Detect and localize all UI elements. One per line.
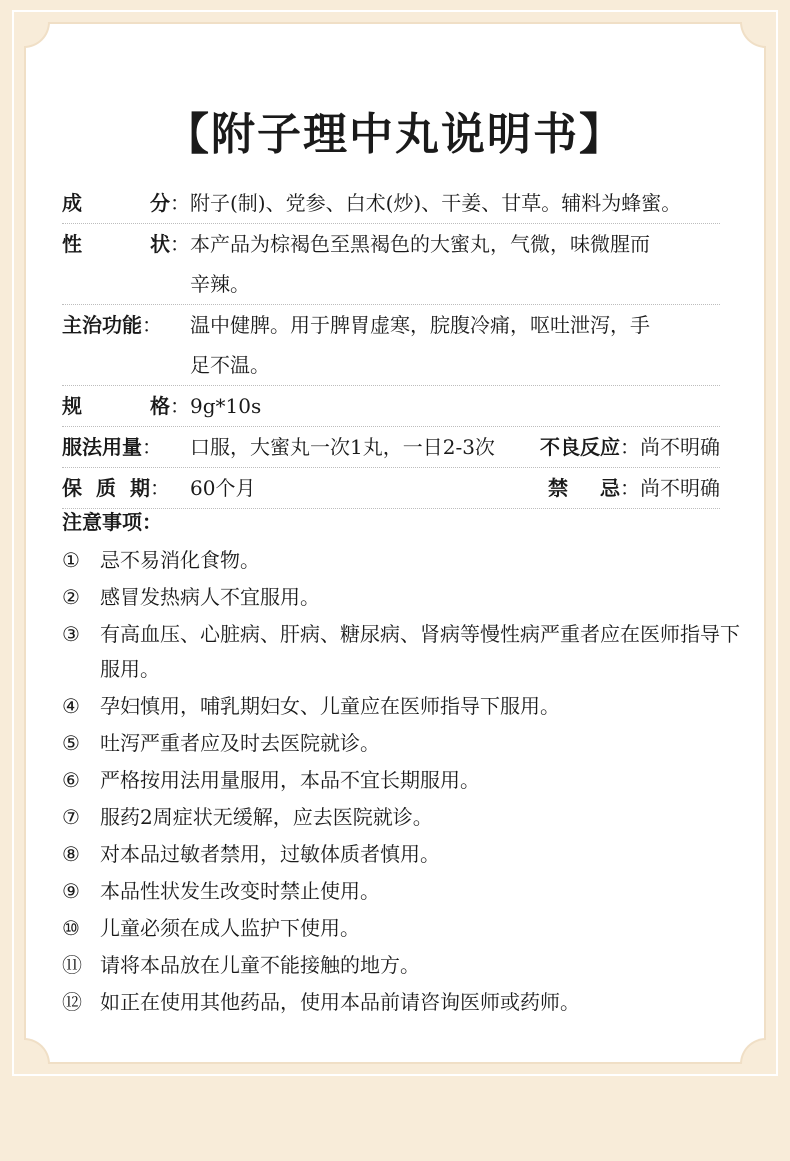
precaution-text: 有高血压、心脏病、肝病、糖尿病、肾病等慢性病严重者应在医师指导下服用。 xyxy=(100,622,740,681)
precaution-text: 本品性状发生改变时禁止使用。 xyxy=(100,879,380,903)
label-indications-text: 主治功能 xyxy=(62,313,142,337)
label-indications: 主治功能 ： xyxy=(62,305,190,345)
label-spec-char2: 格： xyxy=(150,394,190,418)
precaution-number: ⑨ xyxy=(62,879,80,903)
precautions-list xyxy=(62,543,752,1020)
precaution-number: ⑥ xyxy=(62,768,80,792)
precaution-number: ⑧ xyxy=(62,842,80,866)
precaution-text: 吐泻严重者应及时去医院就诊。 xyxy=(100,731,380,755)
precaution-number: ⑫ xyxy=(62,990,82,1014)
corner-ornament xyxy=(740,22,766,48)
precaution-item xyxy=(62,726,752,761)
row-appearance xyxy=(62,224,720,305)
precaution-text: 儿童必须在成人监护下使用。 xyxy=(100,916,360,940)
value-contraindications: 尚不明确 xyxy=(640,476,720,500)
corner-ornament xyxy=(740,1038,766,1064)
precaution-item xyxy=(62,985,752,1020)
precaution-item xyxy=(62,911,752,946)
corner-ornament xyxy=(24,1038,50,1064)
value-indications-line2: 足不温。 xyxy=(190,353,270,377)
precaution-number: ⑤ xyxy=(62,731,80,755)
precaution-text: 请将本品放在儿童不能接触的地方。 xyxy=(100,953,420,977)
label-appearance-char1: 性 xyxy=(62,232,82,256)
precaution-number: ③ xyxy=(62,622,80,646)
value-shelf-life: 60个月 xyxy=(190,476,256,500)
precaution-number: ⑩ xyxy=(62,916,80,940)
row-usage: 服法用量 ： 口服，大蜜丸一次1丸，一日2-3次 不良反应 ： 尚不明确 xyxy=(62,427,720,468)
precaution-text: 严格按用法用量服用，本品不宜长期服用。 xyxy=(100,768,480,792)
page-title: 【附子理中丸说明书】 xyxy=(165,109,625,160)
value-appearance-line1: 本产品为棕褐色至黑褐色的大蜜丸，气微，味微腥而 xyxy=(190,232,650,256)
label-adverse: 不良反应 xyxy=(540,435,620,459)
precaution-item xyxy=(62,763,752,798)
precaution-number: ① xyxy=(62,548,80,572)
value-usage: 口服，大蜜丸一次1丸，一日2-3次 xyxy=(190,435,495,459)
precaution-text: 孕妇慎用，哺乳期妇女、儿童应在医师指导下服用。 xyxy=(100,694,560,718)
value-indications-line1: 温中健脾。用于脾胃虚寒，脘腹冷痛，呕吐泄泻，手 xyxy=(190,313,650,337)
value-appearance-line2: 辛辣。 xyxy=(190,272,250,296)
value-appearance xyxy=(190,224,720,304)
label-ingredients-char1: 成 xyxy=(62,191,82,215)
precaution-number: ⑦ xyxy=(62,805,80,829)
label-spec-char1: 规 xyxy=(62,394,82,418)
precaution-item xyxy=(62,948,752,983)
precaution-text: 感冒发热病人不宜服用。 xyxy=(100,585,320,609)
precaution-text: 忌不易消化食物。 xyxy=(100,548,260,572)
precaution-item xyxy=(62,689,752,724)
precaution-item xyxy=(62,580,752,615)
label-contraindications: 禁 忌 xyxy=(548,476,620,500)
label-usage: 服法用量 ： xyxy=(62,427,190,467)
precaution-item xyxy=(62,837,752,872)
value-ingredients: 附子(制)、党参、白术(炒)、干姜、甘草。辅料为蜂蜜。 xyxy=(190,191,682,215)
precaution-number: ④ xyxy=(62,694,80,718)
precautions xyxy=(62,503,752,1020)
row-indications xyxy=(62,305,720,386)
label-usage-text: 服法用量 xyxy=(62,435,142,459)
precaution-item xyxy=(62,617,752,687)
label-ingredients xyxy=(62,183,190,223)
precautions-title: 注意事项： xyxy=(62,510,162,534)
label-ingredients-char2: 分： xyxy=(150,191,190,215)
precaution-item xyxy=(62,543,752,578)
row-shelf-life: 保 质 期 ： 60个月 禁 忌 ： 尚不明确 xyxy=(62,468,720,509)
precaution-text: 如正在使用其他药品，使用本品前请咨询医师或药师。 xyxy=(100,990,580,1014)
label-appearance xyxy=(62,224,190,304)
row-ingredients xyxy=(62,183,720,224)
row-spec xyxy=(62,386,720,427)
label-shelf-life: 保 质 期 ： xyxy=(62,476,170,500)
label-spec xyxy=(62,386,190,426)
value-spec: 9g*10s xyxy=(190,394,262,418)
corner-ornament xyxy=(24,22,50,48)
info-table xyxy=(62,183,720,509)
precaution-item xyxy=(62,800,752,835)
precaution-item xyxy=(62,874,752,909)
precaution-text: 服药2周症状无缓解，应去医院就诊。 xyxy=(100,805,433,829)
label-appearance-char2: 状： xyxy=(150,232,190,256)
precaution-number: ⑪ xyxy=(62,953,82,977)
precaution-text: 对本品过敏者禁用，过敏体质者慎用。 xyxy=(100,842,440,866)
precaution-number: ② xyxy=(62,585,80,609)
value-adverse: 尚不明确 xyxy=(640,435,720,459)
